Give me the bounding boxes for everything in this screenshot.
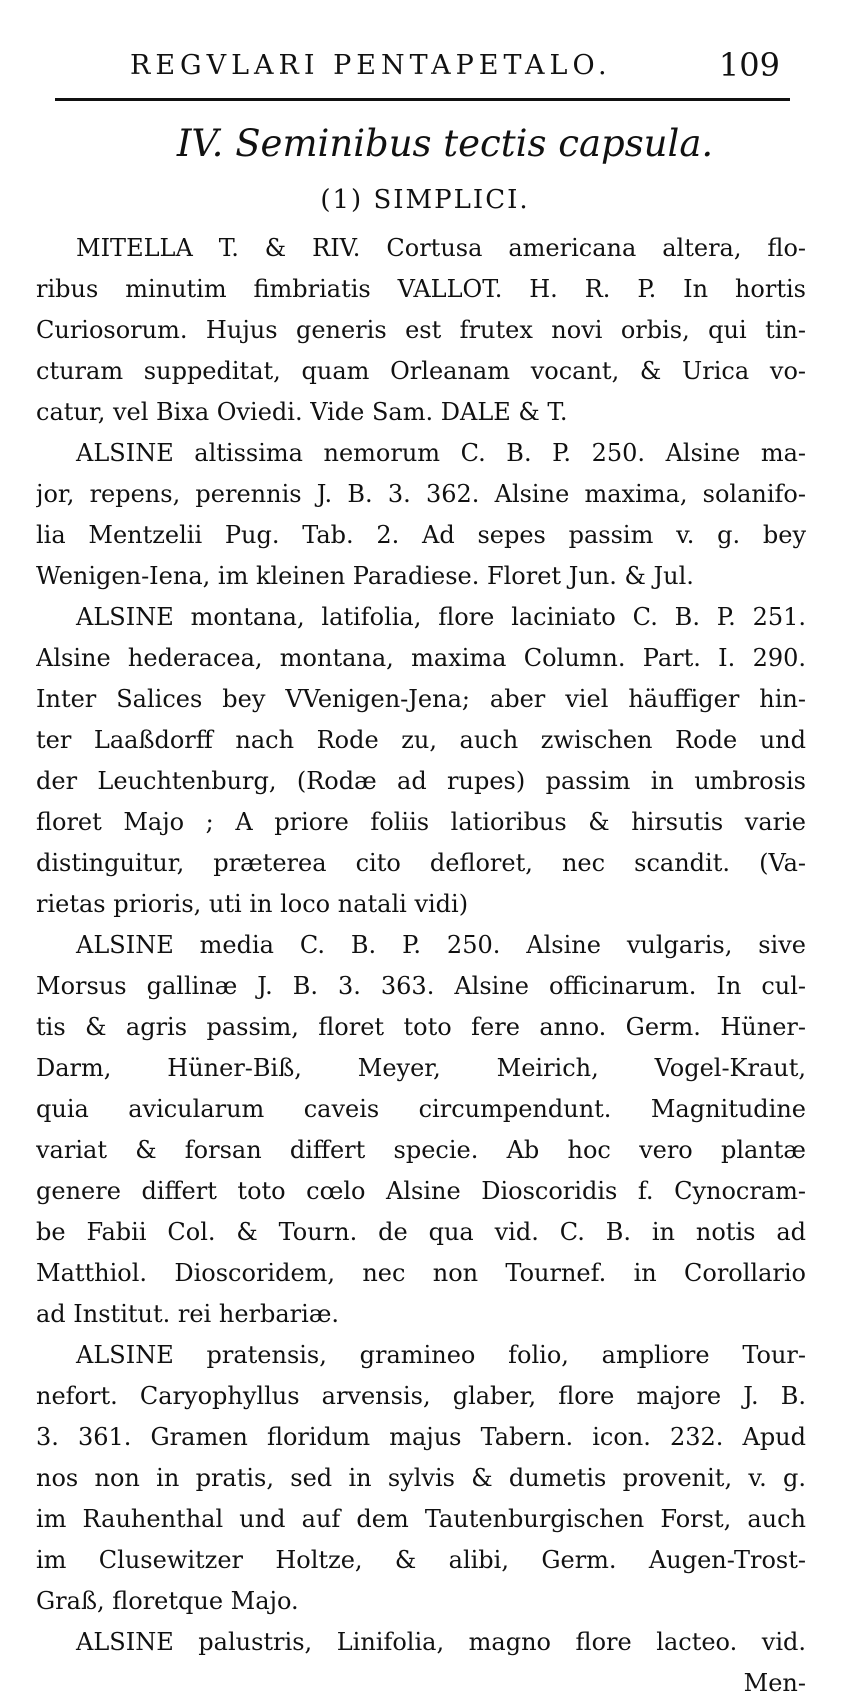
text-line: Graß, floretque Majo. [36,1587,299,1615]
text-line: distinguitur, præterea cito defloret, nec scandit. (Va- [36,849,806,877]
text-line: Alsine hederacea, montana, maxima Column. Part. I. 290. [36,644,806,672]
text-line: lia Mentzelii Pug. Tab. 2. Ad sepes passim v. g. bey [36,521,806,549]
text-line: genere differt toto cœlo Alsine Dioscoridis f. Cynocram- [36,1177,806,1205]
text-line: im Rauhenthal und auf dem Tautenburgischen Forst, auch [36,1505,806,1533]
text-line: MITELLA T. & RIV. Cortusa americana altera, flo- [76,234,806,262]
text-line: Darm, Hüner-Biß, Meyer, Meirich, Vogel-Kraut, [36,1054,806,1082]
text-line: ALSINE montana, latifolia, flore laciniato C. B. P. 251. [76,603,806,631]
text-line: Wenigen-Iena, im kleinen Paradiese. Floret Jun. & Jul. [36,562,694,590]
text-line: der Leuchtenburg, (Rodæ ad rupes) passim in umbrosis [36,767,806,795]
body-text [36,228,806,1704]
text-line: jor, repens, perennis J. B. 3. 362. Alsine maxima, solanifo- [36,480,806,508]
text-line: ALSINE palustris, Linifolia, magno flore lacteo. vid. [76,1628,806,1656]
text-line: ALSINE altissima nemorum C. B. P. 250. Alsine ma- [76,439,806,467]
text-line: ALSINE media C. B. P. 250. Alsine vulgaris, sive [76,931,806,959]
text-line: be Fabii Col. & Tourn. de qua vid. C. B. in notis ad [36,1218,806,1246]
text-line: ALSINE pratensis, gramineo folio, ampliore Tour- [76,1341,806,1369]
text-line: ribus minutim fimbriatis VALLOT. H. R. P. In hortis [36,275,806,303]
text-line: cturam suppeditat, quam Orleanam vocant, & Urica vo- [36,357,806,385]
running-head [120,44,790,84]
text-line: Men- [743,1669,806,1697]
text-line: nos non in pratis, sed in sylvis & dumetis provenit, v. g. [36,1464,806,1492]
text-line: nefort. Caryophyllus arvensis, glaber, flore majore J. B. [36,1382,806,1410]
text-line: Matthiol. Dioscoridem, nec non Tournef. in Corollario [36,1259,806,1287]
text-line: ter Laaßdorff nach Rode zu, auch zwischen Rode und [36,726,806,754]
text-line: Inter Salices bey VVenigen-Jena; aber viel häuffiger hin- [36,685,806,713]
text-line: im Clusewitzer Holtze, & alibi, Germ. Augen-Trost- [36,1546,806,1574]
text-line: Morsus gallinæ J. B. 3. 363. Alsine officinarum. In cul- [36,972,806,1000]
text-line: ad Institut. rei herbariæ. [36,1300,339,1328]
header-rule [55,98,790,101]
section-heading: IV. Seminibus tectis capsula. [176,122,714,165]
text-line: tis & agris passim, floret toto fere anno. Germ. Hüner- [36,1013,806,1041]
text-line: catur, vel Bixa Oviedi. Vide Sam. DALE & T. [36,398,568,426]
text-line: floret Majo ; A priore foliis latioribus & hirsutis varie [36,808,806,836]
running-title: REGVLARI PENTAPETALO. [130,50,612,81]
text-line: variat & forsan differt specie. Ab hoc vero plantæ [36,1136,806,1164]
text-line: Curiosorum. Hujus generis est frutex novi orbis, qui tin- [36,316,806,344]
page-number: 109 [718,46,780,84]
text-line: quia avicularum caveis circumpendunt. Magnitudine [36,1095,806,1123]
text-line: rietas prioris, uti in loco natali vidi) [36,890,469,918]
text-line: 3. 361. Gramen floridum majus Tabern. icon. 232. Apud [36,1423,806,1451]
subsection-heading: (1) SIMPLICI. [320,185,530,215]
